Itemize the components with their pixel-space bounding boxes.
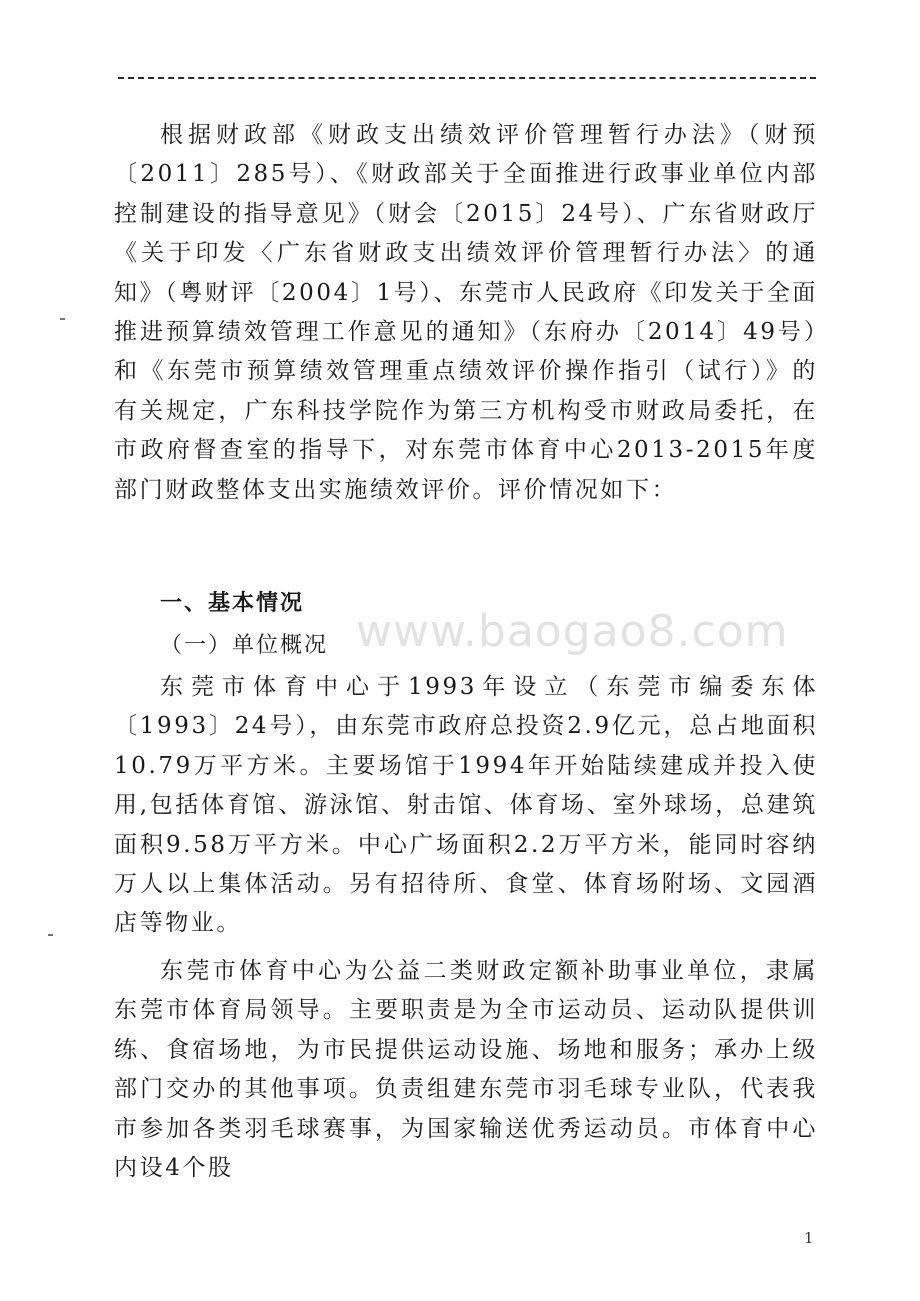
margin-mark bbox=[48, 934, 53, 936]
subsection-heading-unit-overview: （一）单位概况 bbox=[160, 633, 329, 658]
paragraph-unit-overview: 东莞市体育中心于1993年设立（东莞市编委东体〔1993〕24号），由东莞市政府总投资2.9亿元，总占地面积10.79万平方米。主要场馆于1994年开始陆续建成并投入使用,包括体育馆、游泳馆、射击馆、体育场、室外球场，总建筑面积9.58万平方米。中心广场面积2.2万平方米，能同时容纳万人以上集体活动。另有招待所、食堂、体育场附场、文园酒店等物业。 bbox=[114, 674, 818, 937]
margin-mark bbox=[60, 318, 65, 320]
section-heading-basic-situation: 一、基本情况 bbox=[160, 591, 305, 616]
paragraph-responsibilities: 东莞市体育中心为公益二类财政定额补助事业单位，隶属东莞市体育局领导。主要职责是为全市运动员、运动队提供训练、食宿场地，为市民提供运动设施、场地和服务；承办上级部门交办的其他事项。负责组建东莞市羽毛球专业队，代表我市参加各类羽毛球赛事，为国家输送优秀运动员。市体育中心内设4个股 bbox=[114, 958, 818, 1182]
watermark: www.baogao8.com bbox=[356, 606, 789, 657]
header-rule bbox=[118, 77, 816, 79]
page-number: 1 bbox=[804, 1229, 814, 1247]
paragraph-intro: 根据财政部《财政支出绩效评价管理暂行办法》（财预〔2011〕285号）、《财政部关于全面推进行政事业单位内部控制建设的指导意见》（财会〔2015〕24号）、广东省财政厅《关于印发〈广东省财政支出绩效评价管理暂行办法〉的通知》（粤财评〔2004〕1号）、东莞市人民政府《印发关于全面推进预算绩效管理工作意见的通知》（东府办〔2014〕49号）和《东莞市预算绩效管理重点绩效评价操作指引（试行）》的有关规定，广东科技学院作为第三方机构受市财政局委托，在市政府督查室的指导下，对东莞市体育中心2013-2015年度部门财政整体支出实施绩效评价。评价情况如下： bbox=[114, 122, 818, 503]
